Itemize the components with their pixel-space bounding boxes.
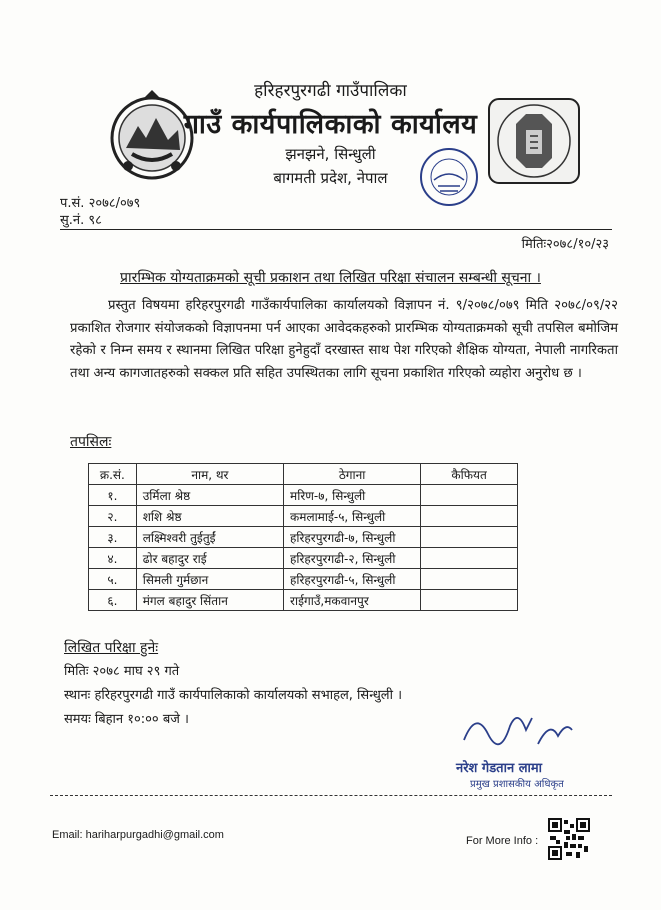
table-row xyxy=(89,590,518,611)
footer-more-info: For More Info : xyxy=(466,835,539,847)
cell-sn: ३. xyxy=(89,527,137,548)
header-divider xyxy=(60,229,612,230)
exam-heading: लिखित परिक्षा हुनेः xyxy=(64,640,159,656)
notice-body: प्रस्तुत विषयमा हरिहरपुरगढी गाउँकार्यपालिका कार्यालयको विज्ञापन नं. ९/२०७८/०७९ मिति २०७८/०९/२२ प्रकाशित रोजगार संयोजकको विज्ञापनमा पर्न आएका आवेदकहरुको प्रारम्भिक योग्यताक्रमको सूची तपसिल बमोजिम रहेको र निम्न समय र स्थानमा लिखित परिक्षा हुनेहुदाँ दरखास्त साथ पेश गरिएको शैक्षिक योग्यता, नेपाली नागरिकता तथा अन्य कागजातहरुको सक्कल प्रति सहित उपस्थितका लागि सूचना प्रकाशित गरिएको व्यहोरा अनुरोध छ । xyxy=(70,298,618,381)
table-row xyxy=(89,506,518,527)
cell-remarks xyxy=(421,569,518,590)
cell-address: राईगाउँ,मकवानपुर xyxy=(284,590,421,611)
details-label: तपसिलः xyxy=(70,434,112,450)
table-row xyxy=(89,569,518,590)
cell-sn: ४. xyxy=(89,548,137,569)
table-row xyxy=(89,527,518,548)
table-header-row xyxy=(89,464,518,485)
cell-address: हरिहरपुरगढी-७, सिन्धुली xyxy=(284,527,421,548)
address-line-2: बागमती प्रदेश, नेपाल xyxy=(273,169,388,187)
office-title: गाउँ कार्यपालिकाको कार्यालय xyxy=(183,109,478,140)
cell-name: सिमली गुर्मछान xyxy=(136,569,283,590)
signatory-name: नरेश गेडतान लामा xyxy=(456,761,543,776)
table-row xyxy=(89,548,518,569)
cell-name: लक्ष्मिश्वरी तुईतुईं xyxy=(136,527,283,548)
footer-email: Email: hariharpurgadhi@gmail.com xyxy=(52,829,224,841)
footer-divider xyxy=(50,795,612,796)
notice-subject: प्रारम्भिक योग्यताक्रमको सूची प्रकाशन तथा लिखित परिक्षा संचालन सम्बन्धी सूचना । xyxy=(120,270,541,286)
municipality-name: हरिहरपुरगढी गाउँपालिका xyxy=(254,81,407,101)
exam-place: स्थानः हरिहरपुरगढी गाउँ कार्यपालिकाको कार्यालयको सभाहल, सिन्धुली । xyxy=(64,688,403,703)
cell-name: ढोर बहादुर राई xyxy=(136,548,283,569)
exam-date: मितिः २०७८ माघ २९ गते xyxy=(64,664,180,679)
cell-address: मरिण-७, सिन्धुली xyxy=(284,485,421,506)
cell-address: हरिहरपुरगढी-२, सिन्धुली xyxy=(284,548,421,569)
col-header-name: नाम, थर xyxy=(136,464,283,485)
col-header-sn: क्र.सं. xyxy=(89,464,137,485)
qr-code-icon[interactable] xyxy=(548,818,590,860)
cell-name: मंगल बहादुर सिंतान xyxy=(136,590,283,611)
cell-remarks xyxy=(421,485,518,506)
cell-remarks xyxy=(421,506,518,527)
cell-remarks xyxy=(421,527,518,548)
dispatch-number: सु.नं. ९८ xyxy=(60,213,102,228)
reference-number: प.सं. २०७८/०७९ xyxy=(60,196,141,211)
cell-remarks xyxy=(421,548,518,569)
cell-sn: १. xyxy=(89,485,137,506)
cell-sn: २. xyxy=(89,506,137,527)
letter-date: मितिः२०७८/१०/२३ xyxy=(521,237,609,252)
cell-name: शशि श्रेष्ठ xyxy=(136,506,283,527)
cell-address: कमलामाई-५, सिन्धुली xyxy=(284,506,421,527)
cell-sn: ५. xyxy=(89,569,137,590)
address-line-1: झनझने, सिन्धुली xyxy=(285,145,376,163)
table-row xyxy=(89,485,518,506)
cell-remarks xyxy=(421,590,518,611)
signature-scribble-icon xyxy=(458,700,578,756)
candidate-table xyxy=(88,463,518,611)
col-header-remarks: कैफियत xyxy=(421,464,518,485)
col-header-address: ठेगाना xyxy=(284,464,421,485)
cell-sn: ६. xyxy=(89,590,137,611)
cell-name: उर्मिला श्रेष्ठ xyxy=(136,485,283,506)
cell-address: हरिहरपुरगढी-५, सिन्धुली xyxy=(284,569,421,590)
signatory-title: प्रमुख प्रशासकीय अधिकृत xyxy=(470,779,564,790)
exam-time: समयः बिहान १०:०० बजे । xyxy=(64,712,189,727)
